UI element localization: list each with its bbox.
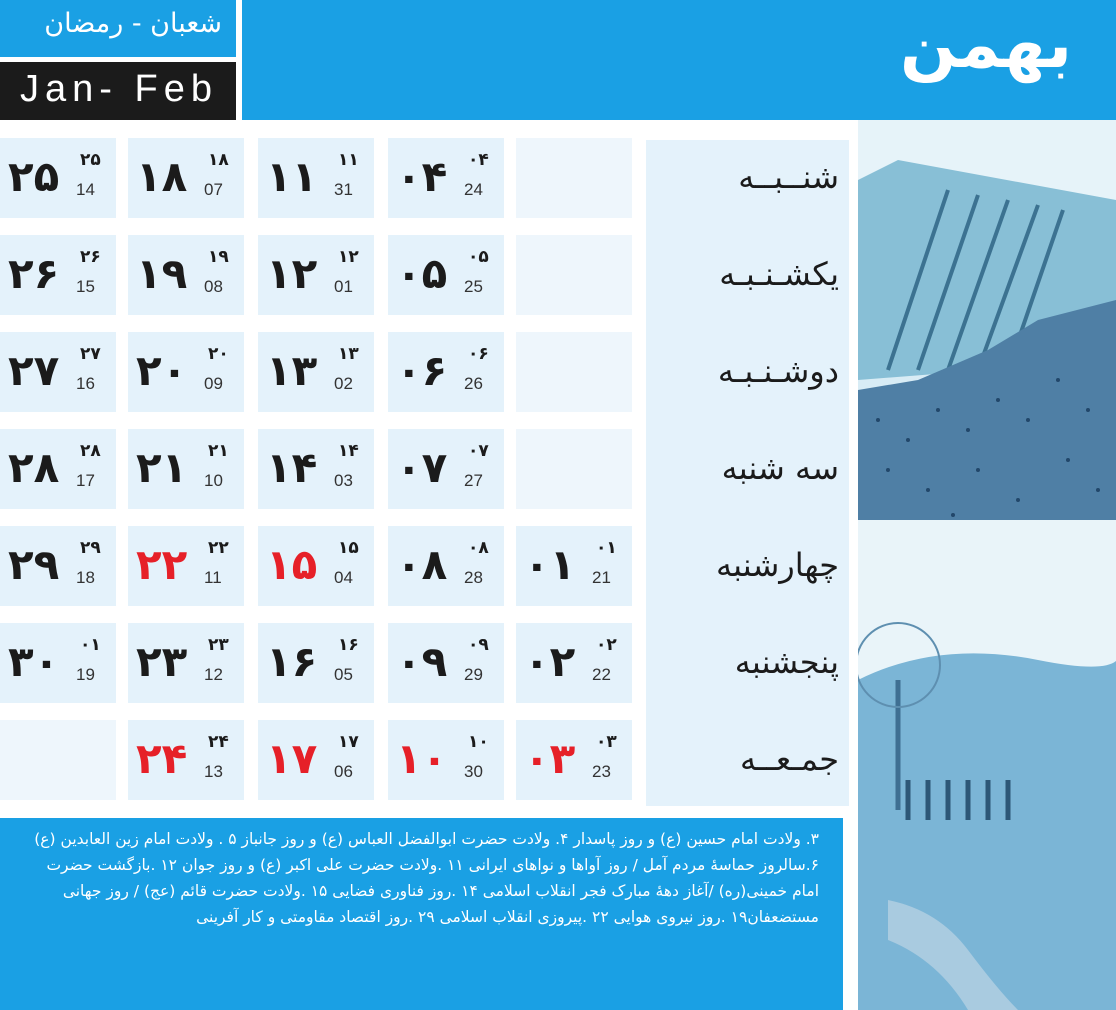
day-cell[interactable]: [128, 623, 244, 703]
gregorian-day-number: 12: [204, 665, 223, 684]
solar-day-number: ۱۳: [266, 346, 318, 395]
day-cell[interactable]: [388, 235, 504, 315]
solar-day-number: ۰۸: [396, 540, 448, 589]
solar-day-number: ۰۱: [524, 540, 576, 589]
day-cell[interactable]: [128, 429, 244, 509]
solar-day-number: ۰۹: [396, 637, 448, 686]
hijri-day-number: ۱۳: [338, 344, 359, 364]
month-title: بهمن: [900, 6, 1072, 83]
solar-day-number: ۱۸: [136, 152, 188, 201]
hijri-day-number: ۲۴: [208, 732, 229, 752]
hijri-day-number: ۲۹: [80, 538, 101, 558]
solar-day-number: ۲۰: [136, 346, 188, 395]
gregorian-day-number: 06: [334, 762, 353, 781]
weekday-label: شنــبــه: [738, 158, 839, 196]
day-cell[interactable]: [258, 526, 374, 606]
gregorian-day-number: 25: [464, 277, 483, 296]
gregorian-day-number: 01: [334, 277, 353, 296]
day-cell[interactable]: [516, 720, 632, 800]
hijri-day-number: ۱۱: [338, 150, 359, 170]
day-cell[interactable]: [128, 526, 244, 606]
hijri-day-number: ۰۹: [468, 635, 489, 655]
gregorian-day-number: 14: [76, 180, 95, 199]
solar-day-number: ۱۰: [396, 734, 448, 783]
occasions-notes: ۳. ولادت امام حسین (ع) و روز پاسدار ۴. ولادت حضرت ابوالفضل العباس (ع) و روز جانباز ۵ . ولادت امام زین العابدین (ع) ۶.سالروز حماسهٔ مردم آمل / روز آواها و نواهای ایرانی ۱۱ .ولادت حضرت علی اکبر (ع) و روز جوان ۱۲ .بازگشت حضرت امام خمینی(ره) /آغاز دههٔ مبارک فجر انقلاب اسلامی ۱۴ .روز فناوری فضایی ۱۵ .ولادت حضرت قائم (عج) / روز جهانی مستضعفان۱۹ .روز نیروی هوایی ۲۲ .پیروزی انقلاب اسلامی ۲۹ .روز اقتصاد مقاومتی و کار آفرینی: [34, 830, 819, 926]
hijri-day-number: ۰۷: [468, 441, 489, 461]
hijri-day-number: ۰۱: [596, 538, 617, 558]
gregorian-day-number: 07: [204, 180, 223, 199]
day-cell[interactable]: [388, 720, 504, 800]
empty-day-cell: [516, 332, 632, 412]
gregorian-day-number: 11: [204, 568, 222, 587]
hijri-day-number: ۱۲: [338, 247, 359, 267]
gregorian-day-number: 24: [464, 180, 483, 199]
solar-day-number: ۰۳: [524, 734, 576, 783]
gregorian-day-number: 19: [76, 665, 95, 684]
weekday-label: پنجشنبه: [734, 643, 839, 681]
weekday-label: سه شنبه: [721, 449, 839, 487]
solar-day-number: ۲۶: [8, 249, 60, 298]
solar-day-number: ۲۴: [136, 734, 188, 783]
hijri-day-number: ۰۵: [468, 247, 489, 267]
solar-day-number: ۱۹: [136, 249, 188, 298]
gregorian-months-box: [0, 62, 236, 120]
day-cell[interactable]: [258, 720, 374, 800]
gregorian-day-number: 22: [592, 665, 611, 684]
day-cell[interactable]: [128, 138, 244, 218]
day-cell[interactable]: [516, 623, 632, 703]
empty-day-cell: [516, 138, 632, 218]
solar-day-number: ۲۵: [8, 152, 60, 201]
solar-day-number: ۲۱: [136, 443, 188, 492]
solar-day-number: ۱۷: [266, 734, 318, 783]
day-cell[interactable]: [0, 235, 116, 315]
hijri-day-number: ۰۶: [468, 344, 489, 364]
gregorian-day-number: 10: [204, 471, 223, 490]
hijri-day-number: ۰۴: [468, 150, 489, 170]
gregorian-day-number: 23: [592, 762, 611, 781]
solar-day-number: ۱۱: [266, 152, 318, 201]
gregorian-day-number: 02: [334, 374, 353, 393]
hijri-day-number: ۲۳: [208, 635, 229, 655]
gregorian-day-number: 04: [334, 568, 353, 587]
gregorian-day-number: 13: [204, 762, 223, 781]
day-cell[interactable]: [516, 526, 632, 606]
day-cell[interactable]: [128, 332, 244, 412]
gregorian-day-number: 31: [334, 180, 353, 199]
hijri-day-number: ۱۴: [338, 441, 359, 461]
hijri-day-number: ۲۱: [208, 441, 229, 461]
hijri-day-number: ۰۸: [468, 538, 489, 558]
gregorian-day-number: 08: [204, 277, 223, 296]
gregorian-day-number: 18: [76, 568, 95, 587]
hijri-day-number: ۲۵: [80, 150, 101, 170]
day-cell[interactable]: [388, 138, 504, 218]
solar-day-number: ۰۵: [396, 249, 448, 298]
hijri-day-number: ۲۷: [80, 344, 101, 364]
day-cell[interactable]: [0, 526, 116, 606]
empty-day-cell: [516, 429, 632, 509]
solar-day-number: ۳۰: [8, 637, 60, 686]
hijri-months-label: شعبان - رمضان: [44, 8, 222, 39]
weekday-label: جمـعــه: [740, 740, 839, 778]
gregorian-day-number: 27: [464, 471, 483, 490]
gregorian-day-number: 03: [334, 471, 353, 490]
solar-day-number: ۲۸: [8, 443, 60, 492]
solar-day-number: ۰۲: [524, 637, 576, 686]
gregorian-day-number: 30: [464, 762, 483, 781]
day-cell[interactable]: [388, 526, 504, 606]
hijri-day-number: ۲۸: [80, 441, 101, 461]
weekday-label: دوشـنـبـه: [717, 352, 839, 390]
gregorian-day-number: 17: [76, 471, 95, 490]
day-cell[interactable]: [258, 332, 374, 412]
hijri-day-number: ۲۶: [80, 247, 101, 267]
solar-day-number: ۰۷: [396, 443, 448, 492]
day-cell[interactable]: [0, 623, 116, 703]
empty-day-cell: [0, 720, 116, 800]
solar-day-number: ۲۹: [8, 540, 60, 589]
solar-day-number: ۱۲: [266, 249, 318, 298]
solar-day-number: ۱۴: [266, 443, 318, 492]
hijri-day-number: ۰۲: [596, 635, 617, 655]
hijri-months-box: [0, 0, 236, 57]
weekday-label: یکشـنـبـه: [719, 255, 839, 293]
solar-day-number: ۲۲: [136, 540, 188, 589]
hijri-day-number: ۱۵: [338, 538, 359, 558]
day-cell[interactable]: [388, 623, 504, 703]
gregorian-day-number: 28: [464, 568, 483, 587]
day-cell[interactable]: [128, 720, 244, 800]
hijri-day-number: ۲۰: [208, 344, 229, 364]
gregorian-day-number: 26: [464, 374, 483, 393]
solar-day-number: ۲۳: [136, 637, 188, 686]
hijri-day-number: ۱۶: [338, 635, 359, 655]
month-banner: [242, 0, 1116, 120]
weekday-column: [646, 140, 849, 806]
occasions-notes-box: [0, 818, 843, 1010]
day-cell[interactable]: [388, 332, 504, 412]
hijri-day-number: ۱۸: [208, 150, 229, 170]
day-cell[interactable]: [258, 623, 374, 703]
day-cell[interactable]: [258, 235, 374, 315]
solar-day-number: ۱۶: [266, 637, 318, 686]
day-cell[interactable]: [0, 332, 116, 412]
gregorian-day-number: 29: [464, 665, 483, 684]
solar-day-number: ۱۵: [266, 540, 318, 589]
gregorian-day-number: 09: [204, 374, 223, 393]
day-cell[interactable]: [258, 429, 374, 509]
gregorian-day-number: 05: [334, 665, 353, 684]
day-cell[interactable]: [128, 235, 244, 315]
day-cell[interactable]: [388, 429, 504, 509]
gregorian-day-number: 16: [76, 374, 95, 393]
hijri-day-number: ۰۱: [80, 635, 101, 655]
gregorian-day-number: 15: [76, 277, 95, 296]
day-cell[interactable]: [258, 138, 374, 218]
weekday-label: چهارشنبه: [715, 546, 839, 584]
hijri-day-number: ۱۷: [338, 732, 359, 752]
hijri-day-number: ۱۹: [208, 247, 229, 267]
solar-day-number: ۰۶: [396, 346, 448, 395]
solar-day-number: ۲۷: [8, 346, 60, 395]
winter-landscape-illustration: [858, 120, 1116, 1010]
hijri-day-number: ۰۳: [596, 732, 617, 752]
day-cell[interactable]: [0, 429, 116, 509]
gregorian-months-label: Jan- Feb: [20, 68, 218, 110]
day-cell[interactable]: [0, 138, 116, 218]
solar-day-number: ۰۴: [396, 152, 448, 201]
gregorian-day-number: 21: [592, 568, 611, 587]
empty-day-cell: [516, 235, 632, 315]
hijri-day-number: ۱۰: [468, 732, 489, 752]
hijri-day-number: ۲۲: [208, 538, 229, 558]
